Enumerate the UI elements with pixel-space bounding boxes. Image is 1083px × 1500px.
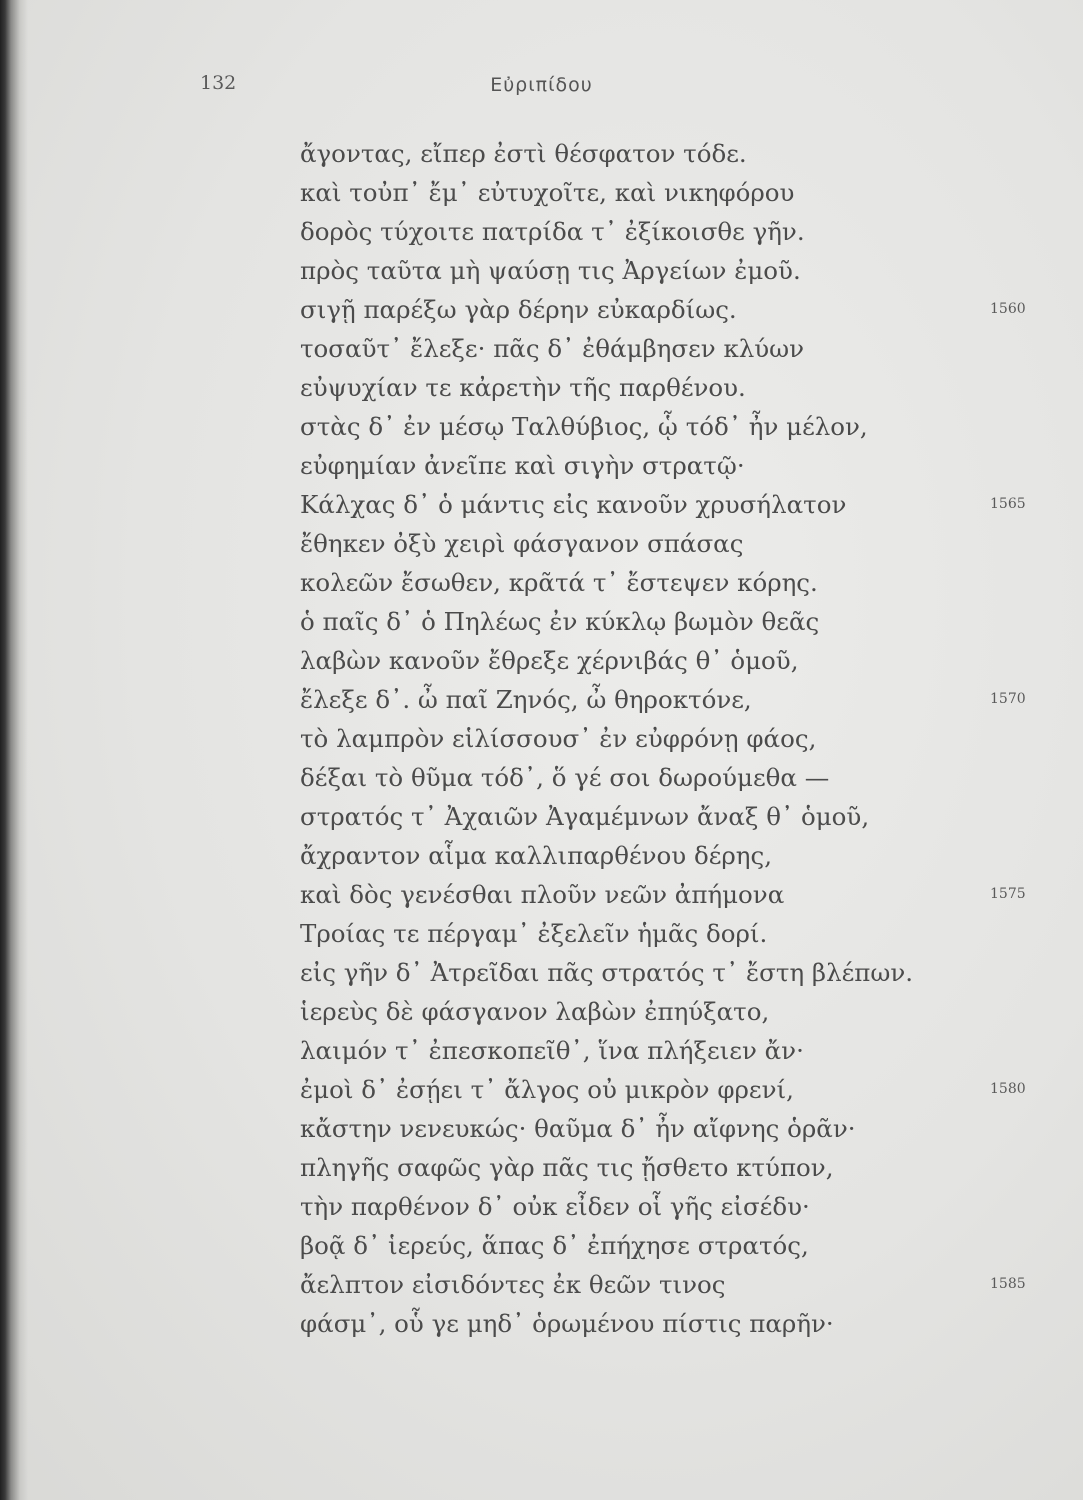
line-number: 1565	[990, 496, 1026, 512]
verse-line: τοσαῦτ᾽ ἔλεξε· πᾶς δ᾽ ἐθάμβησεν κλύων	[300, 334, 805, 363]
verse-line: εὐψυχίαν τε κἀρετὴν τῆς παρθένου.	[300, 373, 746, 402]
verse-line: τὴν παρθένον δ᾽ οὐκ εἶδεν οἷ γῆς εἰσέδυ·	[300, 1192, 810, 1221]
book-spine-edge	[0, 0, 28, 1500]
running-head: Εὐριπίδου	[490, 74, 593, 96]
verse-line: κολεῶν ἔσωθεν, κρᾶτά τ᾽ ἔστεψεν κόρης.	[300, 568, 818, 597]
verse-line: Κάλχας δ᾽ ὁ μάντις εἰς κανοῦν χρυσήλατον	[300, 490, 847, 519]
verse-line: ἄγοντας, εἴπερ ἐστὶ θέσφατον τόδε.	[300, 139, 747, 168]
line-number: 1570	[990, 691, 1026, 707]
verse-line: καὶ τοὐπ᾽ ἔμ᾽ εὐτυχοῖτε, καὶ νικηφόρου	[300, 178, 795, 207]
verse-line: ἱερεὺς δὲ φάσγανον λαβὼν ἐπηύξατο,	[300, 997, 770, 1026]
verse-line: ἔθηκεν ὀξὺ χειρὶ φάσγανον σπάσας	[300, 529, 744, 558]
verse-line: κἄστην νενευκώς· θαῦμα δ᾽ ἦν αἴφνης ὁρᾶν·	[300, 1114, 856, 1143]
verse-line: δέξαι τὸ θῦμα τόδ᾽, ὅ γέ σοι δωρούμεθα —	[300, 763, 830, 792]
verse-block	[300, 134, 913, 1343]
verse-line: βοᾷ δ᾽ ἱερεύς, ἅπας δ᾽ ἐπήχησε στρατός,	[300, 1231, 809, 1260]
verse-line: Τροίας τε πέργαμ᾽ ἐξελεῖν ἡμᾶς δορί.	[300, 919, 768, 948]
verse-line: εἰς γῆν δ᾽ Ἀτρεῖδαι πᾶς στρατός τ᾽ ἔστη βλέπων.	[300, 958, 914, 987]
verse-line: ἄελπτον εἰσιδόντες ἐκ θεῶν τινος	[300, 1270, 726, 1299]
verse-line: λαιμόν τ᾽ ἐπεσκοπεῖθ᾽, ἵνα πλήξειεν ἄν·	[300, 1036, 804, 1065]
verse-line: πρὸς ταῦτα μὴ ψαύσῃ τις Ἀργείων ἐμοῦ.	[300, 256, 801, 285]
verse-line: σιγῇ παρέξω γὰρ δέρην εὐκαρδίως.	[300, 295, 737, 324]
line-number: 1575	[990, 886, 1026, 902]
verse-line: ὁ παῖς δ᾽ ὁ Πηλέως ἐν κύκλῳ βωμὸν θεᾶς	[300, 607, 820, 636]
verse-line: πληγῆς σαφῶς γὰρ πᾶς τις ᾔσθετο κτύπον,	[300, 1153, 834, 1182]
verse-line: ἔλεξε δ᾽. ὦ παῖ Ζηνός, ὦ θηροκτόνε,	[300, 685, 752, 714]
verse-line: στρατός τ᾽ Ἀχαιῶν Ἀγαμέμνων ἄναξ θ᾽ ὁμοῦ,	[300, 802, 870, 831]
verse-line: λαβὼν κανοῦν ἔθρεξε χέρνιβάς θ᾽ ὁμοῦ,	[300, 646, 799, 675]
verse-line: φάσμ᾽, οὗ γε μηδ᾽ ὁρωμένου πίστις παρῆν·	[300, 1309, 834, 1338]
verse-line: καὶ δὸς γενέσθαι πλοῦν νεῶν ἀπήμονα	[300, 880, 785, 909]
verse-line: ἄχραντον αἷμα καλλιπαρθένου δέρης,	[300, 841, 772, 870]
verse-line: τὸ λαμπρὸν εἱλίσσουσ᾽ ἐν εὐφρόνῃ φάος,	[300, 724, 817, 753]
line-number: 1560	[990, 301, 1026, 317]
verse-line: δορὸς τύχοιτε πατρίδα τ᾽ ἐξίκοισθε γῆν.	[300, 217, 805, 246]
line-number: 1580	[990, 1081, 1026, 1097]
verse-line: ἐμοὶ δ᾽ ἐσῄει τ᾽ ἄλγος οὐ μικρὸν φρενί,	[300, 1075, 794, 1104]
verse-line: εὐφημίαν ἀνεῖπε καὶ σιγὴν στρατῷ·	[300, 451, 745, 480]
line-number: 1585	[990, 1276, 1026, 1292]
verse-line: στὰς δ᾽ ἐν μέσῳ Ταλθύβιος, ᾧ τόδ᾽ ἦν μέλον,	[300, 412, 868, 441]
page-number: 132	[200, 72, 237, 94]
